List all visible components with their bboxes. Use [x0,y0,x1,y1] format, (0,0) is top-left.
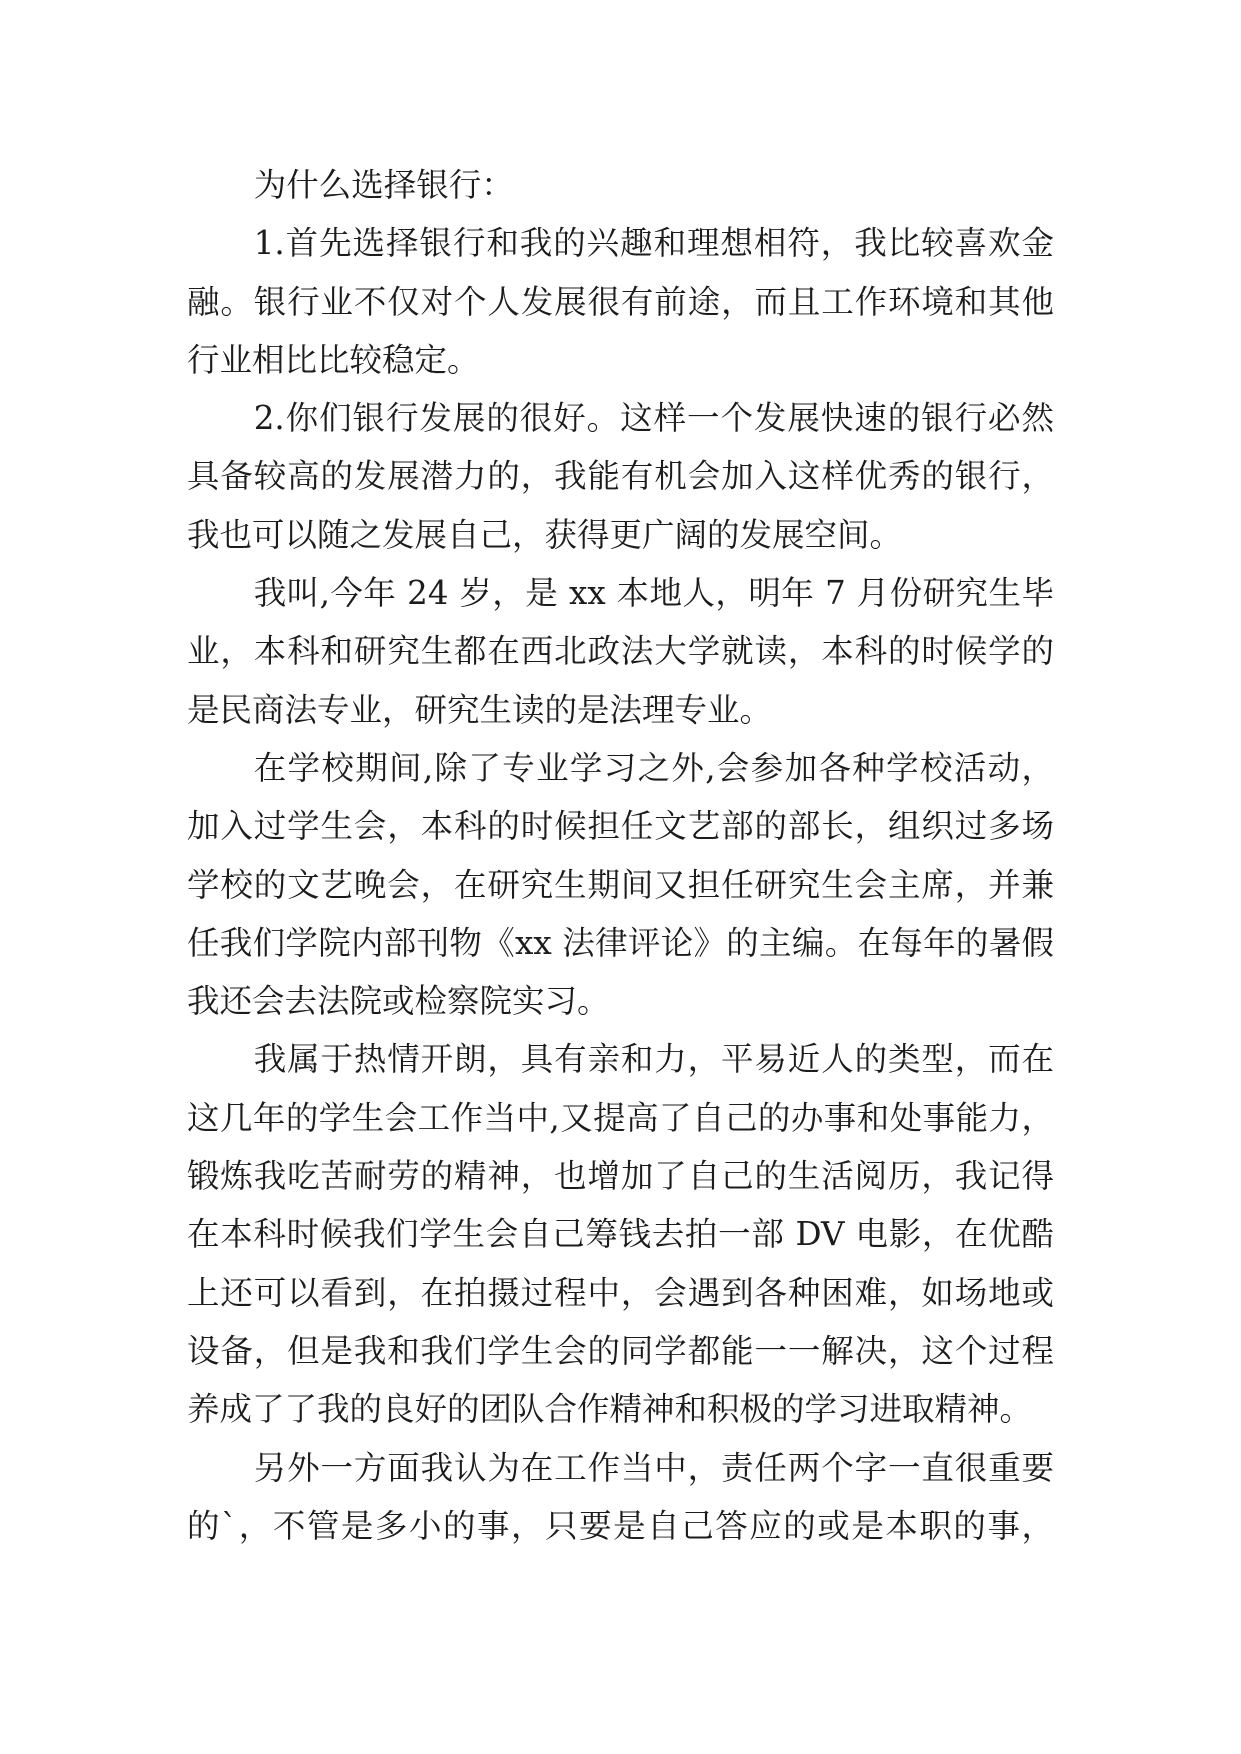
text-line: 这几年的学生会工作当中,又提高了自己的办事和处事能力， [187,1098,1054,1137]
text-line: 我也可以随之发展自己，获得更广阔的发展空间。 [187,515,903,554]
text-line: 我属于热情开朗，具有亲和力，平易近人的类型，而在 [253,1040,1054,1079]
text-line: 我叫,今年 24 岁，是 xx 本地人，明年 7 月份研究生毕 [253,574,1054,613]
paragraph-responsibility [187,1439,1054,1556]
text-line: 业，本科和研究生都在西北政法大学就读，本科的时候学的 [187,632,1054,671]
text-line: 在本科时候我们学生会自己筹钱去拍一部 DV 电影，在优酷 [187,1215,1054,1254]
text-line: 上还可以看到，在拍摄过程中，会遇到各种困难，如场地或 [187,1273,1054,1312]
text-line: 是民商法专业，研究生读的是法理专业。 [187,690,773,729]
paragraph-reason-1 [187,214,1054,389]
text-line: 融。银行业不仅对个人发展很有前途，而且工作环境和其他 [187,282,1054,321]
text-line: 具备较高的发展潜力的，我能有机会加入这样优秀的银行， [187,457,1054,496]
paragraph-reason-2 [187,389,1054,564]
text-line: 在学校期间,除了专业学习之外,会参加各种学校活动， [253,748,1054,787]
text-line: 2.你们银行发展的很好。这样一个发展快速的银行必然 [253,399,1054,438]
text-line: 为什么选择银行： [253,166,514,204]
text-line: 学校的文艺晚会，在研究生期间又担任研究生会主席，并兼 [187,865,1054,904]
paragraph-heading [187,156,1054,214]
paragraph-introduction [187,564,1054,739]
text-line: 设备，但是我和我们学生会的同学都能一一解决，这个过程 [187,1331,1054,1370]
text-line: 加入过学生会，本科的时候担任文艺部的部长，组织过多场 [187,807,1054,846]
text-line: 的`，不管是多小的事，只要是自己答应的或是本职的事， [187,1506,1054,1545]
text-line: 另外一方面我认为在工作当中，责任两个字一直很重要 [253,1448,1054,1487]
document-page [187,156,1054,1555]
paragraph-personality [187,1030,1054,1438]
text-line: 我还会去法院或检察院实习。 [187,982,610,1021]
text-line: 任我们学院内部刊物《xx 法律评论》的主编。在每年的暑假 [187,923,1054,962]
paragraph-school-activities [187,739,1054,1030]
text-line: 养成了了我的良好的团队合作精神和积极的学习进取精神。 [187,1390,1033,1429]
text-line: 1.首先选择银行和我的兴趣和理想相符，我比较喜欢金 [253,224,1054,263]
text-line: 行业相比比较稳定。 [187,340,480,379]
text-line: 锻炼我吃苦耐劳的精神，也增加了自己的生活阅历，我记得 [187,1157,1054,1196]
